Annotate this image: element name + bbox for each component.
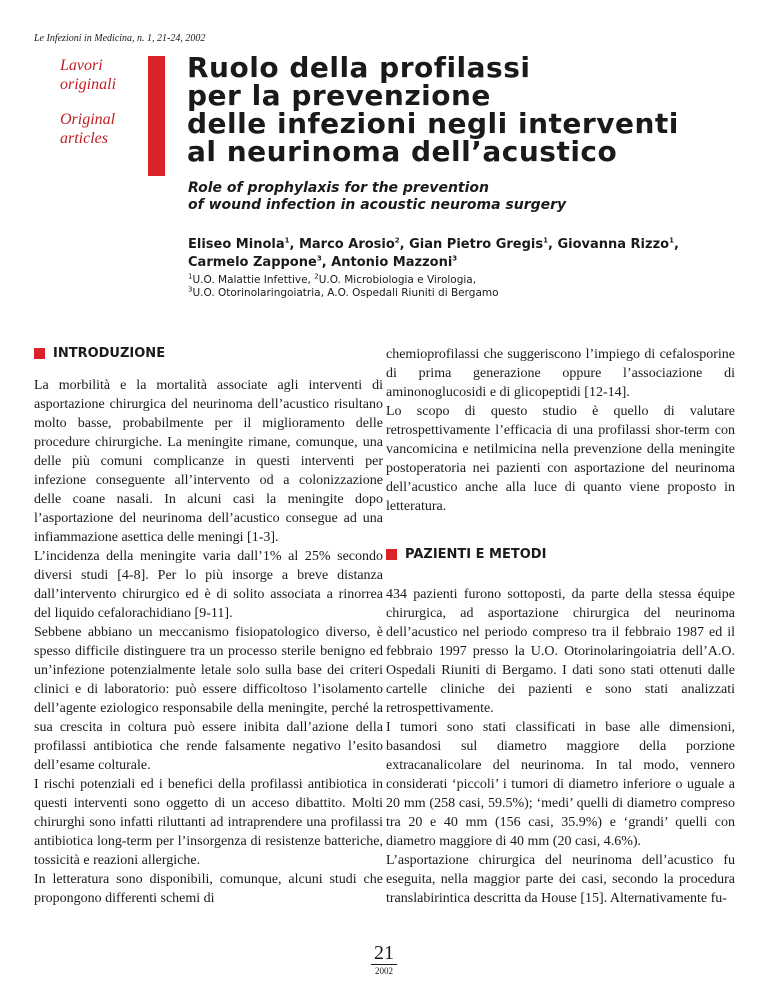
subtitle-line: of wound infection in acoustic neuroma surgery [188,197,567,213]
author-name: Giovanna Rizzo [557,237,670,252]
paragraph: L’asportazione chirurgica del neurinoma dell’acustico fu eseguita, nella maggior parte dei casi, secondo la procedura translabirintica descritta da House [15]. Alternativamente fu- [386,853,735,906]
affiliation-text: U.O. Malattie Infettive, [192,274,315,286]
subtitle-line: Role of prophylaxis for the prevention [188,180,489,196]
affiliation-number: 1 [188,272,193,281]
author-line: Eliseo Minola$^1$, Marco Arosio$^2$, Gian Pietro Gregis$^1$, Giovanna Rizzo$^1$, [188,236,679,252]
paragraph: La morbilità e la mortalità associate agli interventi di asportazione chirurgica del neurinoma dell’acustico risultano molto basse, probabilmente per il miglioramento delle procedure chirurgiche. La meningite rimane, comunque, una delle più comuni complicanze in questi interventi per infezione conseguente all’intervento od a colonizzazione delle coane nasali. In alcuni casi la meningite dopo l’asportazione del neurinoma dell’acustico consegue ad una infiammazione asettica delle meningi [1-3]. [34,378,383,545]
english-title [188,180,748,214]
right-column-methods-text [386,585,735,908]
left-column-text [34,376,383,908]
section-label-italian: Lavori originali [60,57,117,93]
section-bullet-icon [386,549,397,560]
affiliations [188,274,748,300]
page-folio [359,943,409,976]
author-name: Antonio Mazzoni [331,255,453,270]
affiliation-ref: 2 [394,236,400,245]
affiliation-number: 2 [314,272,319,281]
title-accent-bar [148,56,165,176]
running-head: Le Infezioni in Medicina, n. 1, 21-24, 2002 [34,33,206,44]
author-line: Carmelo Zappone$^3$, Antonio Mazzoni$^3$ [188,254,458,270]
article-title [187,51,747,168]
paragraph: 434 pazienti furono sottoposti, da parte della stessa équipe chirurgica, ad asportazione chirurgica del neurinoma dell’acustico nel periodo compreso tra il febbraio 1987 ed il febbraio 1997 presso la U.O. Otorinolaringoiatria dell’A.O. Ospedali Riuniti di Bergamo. I dati sono stati ottenuti dalle cartelle cliniche dei pazienti e sono stati analizzati retrospettivamente. [386,587,735,716]
section-heading-methods [386,547,546,562]
title-line: per la prevenzione [187,79,491,112]
section-bullet-icon [34,348,45,359]
paragraph: I rischi potenziali ed i benefici della profilassi antibiotica in questi interventi sono oggetto di un acceso dibattito. Molti chirurghi sono infatti riluttanti ad intraprendere una profilassi antibiotica long-term per l’insorgenza di resistenze batteriche, tossicità e reazioni allergiche. [34,777,383,868]
paragraph: chemioprofilassi che suggeriscono l’impiego di cefalosporine di prima generazione oppure l’associazione di aminonoglucosidi e di glicopeptidi [12-14]. [386,347,735,400]
title-line: al neurinoma dell’acustico [187,135,618,168]
paragraph: I tumori sono stati classificati in base alle dimensioni, basandosi sul diametro maggiore della porzione extracanalicolare del neurinoma. In tal modo, vennero considerati ‘piccoli’ i tumori di diametro inferiore o uguale a 20 mm (258 casi, 59.5%); ‘medi’ quelli di diametro compreso tra 20 e 40 mm (156 casi, 35.9%) e ‘grandi’ quelli con diametro maggiore di 40 mm (20 casi, 4.6%). [386,720,735,849]
paragraph: L’incidenza della meningite varia dall’1% al 25% secondo diversi studi [4-8]. Per lo più insorge a breve distanza dall’intervento chirurgico ed è di solito associata a rinorrea del liquido cefalorachidiano [9-11]. [34,549,383,621]
section-label-english: Original articles [60,111,116,147]
affiliation-ref: 1 [284,236,290,245]
paragraph: Lo scopo di questo studio è quello di valutare retrospettivamente l’efficacia di una profilassi shor-term con vancomicina e netilmicina nella prevenzione della meningite postoperatoria nei pazienti con asportazione del neurinoma dell’acustico anche alla luce di quanto viene proposto in letteratura. [386,404,735,514]
author-name: Marco Arosio [298,237,395,252]
affiliation-ref: 1 [669,236,674,245]
affiliation-ref: 1 [543,236,548,245]
paragraph: Sebbene abbiano un meccanismo fisiopatologico diverso, è spesso difficile distinguere tra un processo sterile benigno ed un’infezione potenzialmente letale solo sulla base dei criteri clinici e di laboratorio: può essere difficoltoso l’isolamento dell’agente eziologico responsabile della meningite, perché la sua crescita in coltura può essere inibita dall’azione della profilassi antibiotica che rende falsamente negativo l’esito dell’esame colturale. [34,625,383,773]
section-heading-introduction [34,346,165,361]
affiliation-text: U.O. Otorinolaringoiatria, A.O. Ospedali Riuniti di Bergamo [192,287,499,299]
section-heading-text: INTRODUZIONE [53,346,166,361]
affiliation-line [188,274,748,287]
affiliation-ref: 3 [316,254,322,263]
folio-year: 2002 [375,966,393,976]
title-line: delle infezioni negli interventi [187,107,679,140]
title-line: Ruolo della profilassi [187,51,531,84]
affiliation-number: 3 [188,285,193,294]
paragraph: In letteratura sono disponibili, comunque, alcuni studi che propongono differenti schemi di [34,872,383,906]
affiliation-ref: 3 [452,254,458,263]
affiliation-line [188,287,748,300]
folio-divider [371,964,397,965]
author-name: Eliseo Minola [188,237,285,252]
author-name: Carmelo Zappone [188,255,317,270]
section-heading-text: PAZIENTI E METODI [405,547,547,562]
author-list [188,236,748,272]
right-column-intro-text [386,345,735,516]
author-name: Gian Pietro Gregis [409,237,544,252]
page-number: 21 [374,942,394,964]
affiliation-text: U.O. Microbiologia e Virologia, [318,274,477,286]
